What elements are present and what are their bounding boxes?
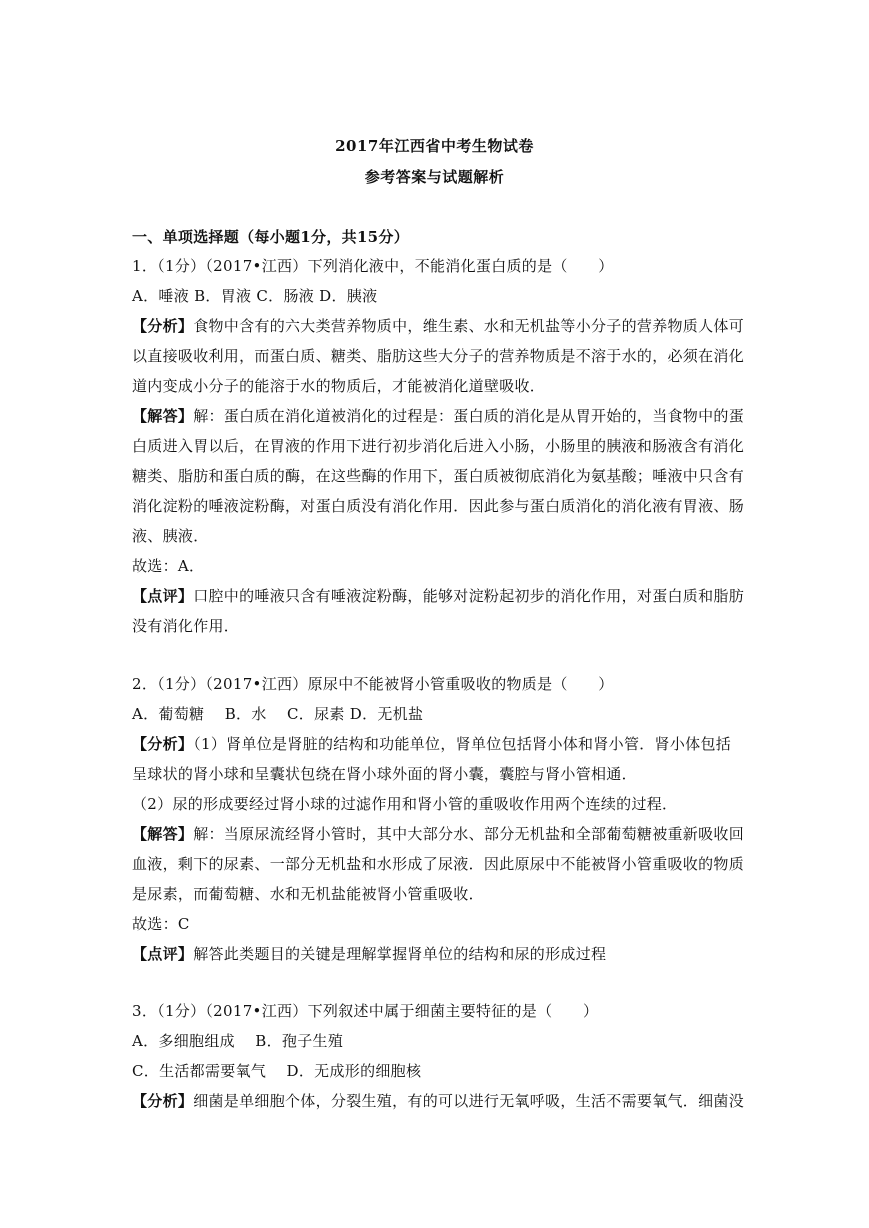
q2-choice: 故选：C	[132, 915, 190, 933]
q1-answer-line: 白质进入胃以后，在胃液的作用下进行初步消化后进入小肠，小肠里的胰液和肠液含有消化	[132, 437, 745, 455]
q2-analysis-line: 呈球状的肾小球和呈囊状包绕在肾小球外面的肾小囊，囊腔与肾小管相通．	[132, 765, 637, 783]
q1-answer-line: 【解答】解：蛋白质在消化道被消化的过程是：蛋白质的消化是从胃开始的，当食物中的蛋	[132, 407, 745, 425]
q2-stem: 2．（1分）（2017•江西）原尿中不能被肾小管重吸收的物质是（ ）	[132, 675, 614, 693]
q1-answer-line: 消化淀粉的唾液淀粉酶，对蛋白质没有消化作用．因此参与蛋白质消化的消化液有胃液、肠	[132, 497, 745, 515]
q2-analysis-line: （2）尿的形成要经过肾小球的过滤作用和肾小管的重吸收作用两个连续的过程．	[132, 795, 678, 813]
q1-comment-line: 没有消化作用．	[132, 617, 240, 635]
analysis-tag: 【分析】	[132, 1092, 194, 1110]
q2-comment-line: 【点评】解答此类题目的关键是理解掌握肾单位的结构和尿的形成过程	[132, 945, 607, 963]
q1-analysis-line: 道内变成小分子的能溶于水的物质后，才能被消化道壁吸收．	[132, 377, 546, 395]
q2-answer-line: 血液，剩下的尿素、一部分无机盐和水形成了尿液．因此原尿中不能被肾小管重吸收的物质	[132, 855, 745, 873]
q3-options: A．多细胞组成 B．孢子生殖	[132, 1032, 344, 1050]
doc-title: 2017年江西省中考生物试卷	[335, 137, 534, 155]
q2-answer-line: 【解答】解：当原尿流经肾小管时，其中大部分水、部分无机盐和全部葡萄糖被重新吸收回	[132, 825, 745, 843]
analysis-tag: 【分析】	[132, 735, 194, 753]
q1-answer-line: 糖类、脂肪和蛋白质的酶，在这些酶的作用下，蛋白质被彻底消化为氨基酸；唾液中只含有	[132, 467, 745, 485]
q3-analysis-line: 【分析】细菌是单细胞个体，分裂生殖，有的可以进行无氧呼吸，生活不需要氧气．细菌没	[132, 1092, 745, 1110]
q1-options: A．唾液 B．胃液 C．肠液 D．胰液	[132, 287, 378, 305]
comment-tag: 【点评】	[132, 587, 194, 605]
answer-tag: 【解答】	[132, 825, 194, 843]
q1-analysis-line: 以直接吸收利用，而蛋白质、糖类、脂肪这些大分子的营养物质是不溶于水的，必须在消化	[132, 347, 745, 365]
analysis-tag: 【分析】	[132, 317, 194, 335]
q3-stem: 3．（1分）（2017•江西）下列叙述中属于细菌主要特征的是（ ）	[132, 1002, 599, 1020]
comment-tag: 【点评】	[132, 945, 194, 963]
answer-tag: 【解答】	[132, 407, 194, 425]
q1-choice: 故选：A．	[132, 557, 205, 575]
q3-options: C．生活都需要氧气 D．无成形的细胞核	[132, 1062, 422, 1080]
doc-subtitle: 参考答案与试题解析	[364, 168, 505, 186]
q2-answer-line: 是尿素，而葡萄糖、水和无机盐能被肾小管重吸收．	[132, 885, 484, 903]
q1-answer-line: 液、胰液．	[132, 527, 209, 545]
q2-analysis-line: 【分析】（1）肾单位是肾脏的结构和功能单位，肾单位包括肾小体和肾小管．肾小体包括	[132, 735, 732, 753]
q1-comment-line: 【点评】口腔中的唾液只含有唾液淀粉酶，能够对淀粉起初步的消化作用，对蛋白质和脂肪	[132, 587, 745, 605]
q1-stem: 1．（1分）（2017•江西）下列消化液中，不能消化蛋白质的是（ ）	[132, 257, 614, 275]
q2-options: A．葡萄糖 B．水 C．尿素 D．无机盐	[132, 705, 424, 723]
q1-analysis-line: 【分析】食物中含有的六大类营养物质中，维生素、水和无机盐等小分子的营养物质人体可	[132, 317, 745, 335]
section-heading: 一、单项选择题（每小题1分，共15分）	[132, 228, 410, 246]
